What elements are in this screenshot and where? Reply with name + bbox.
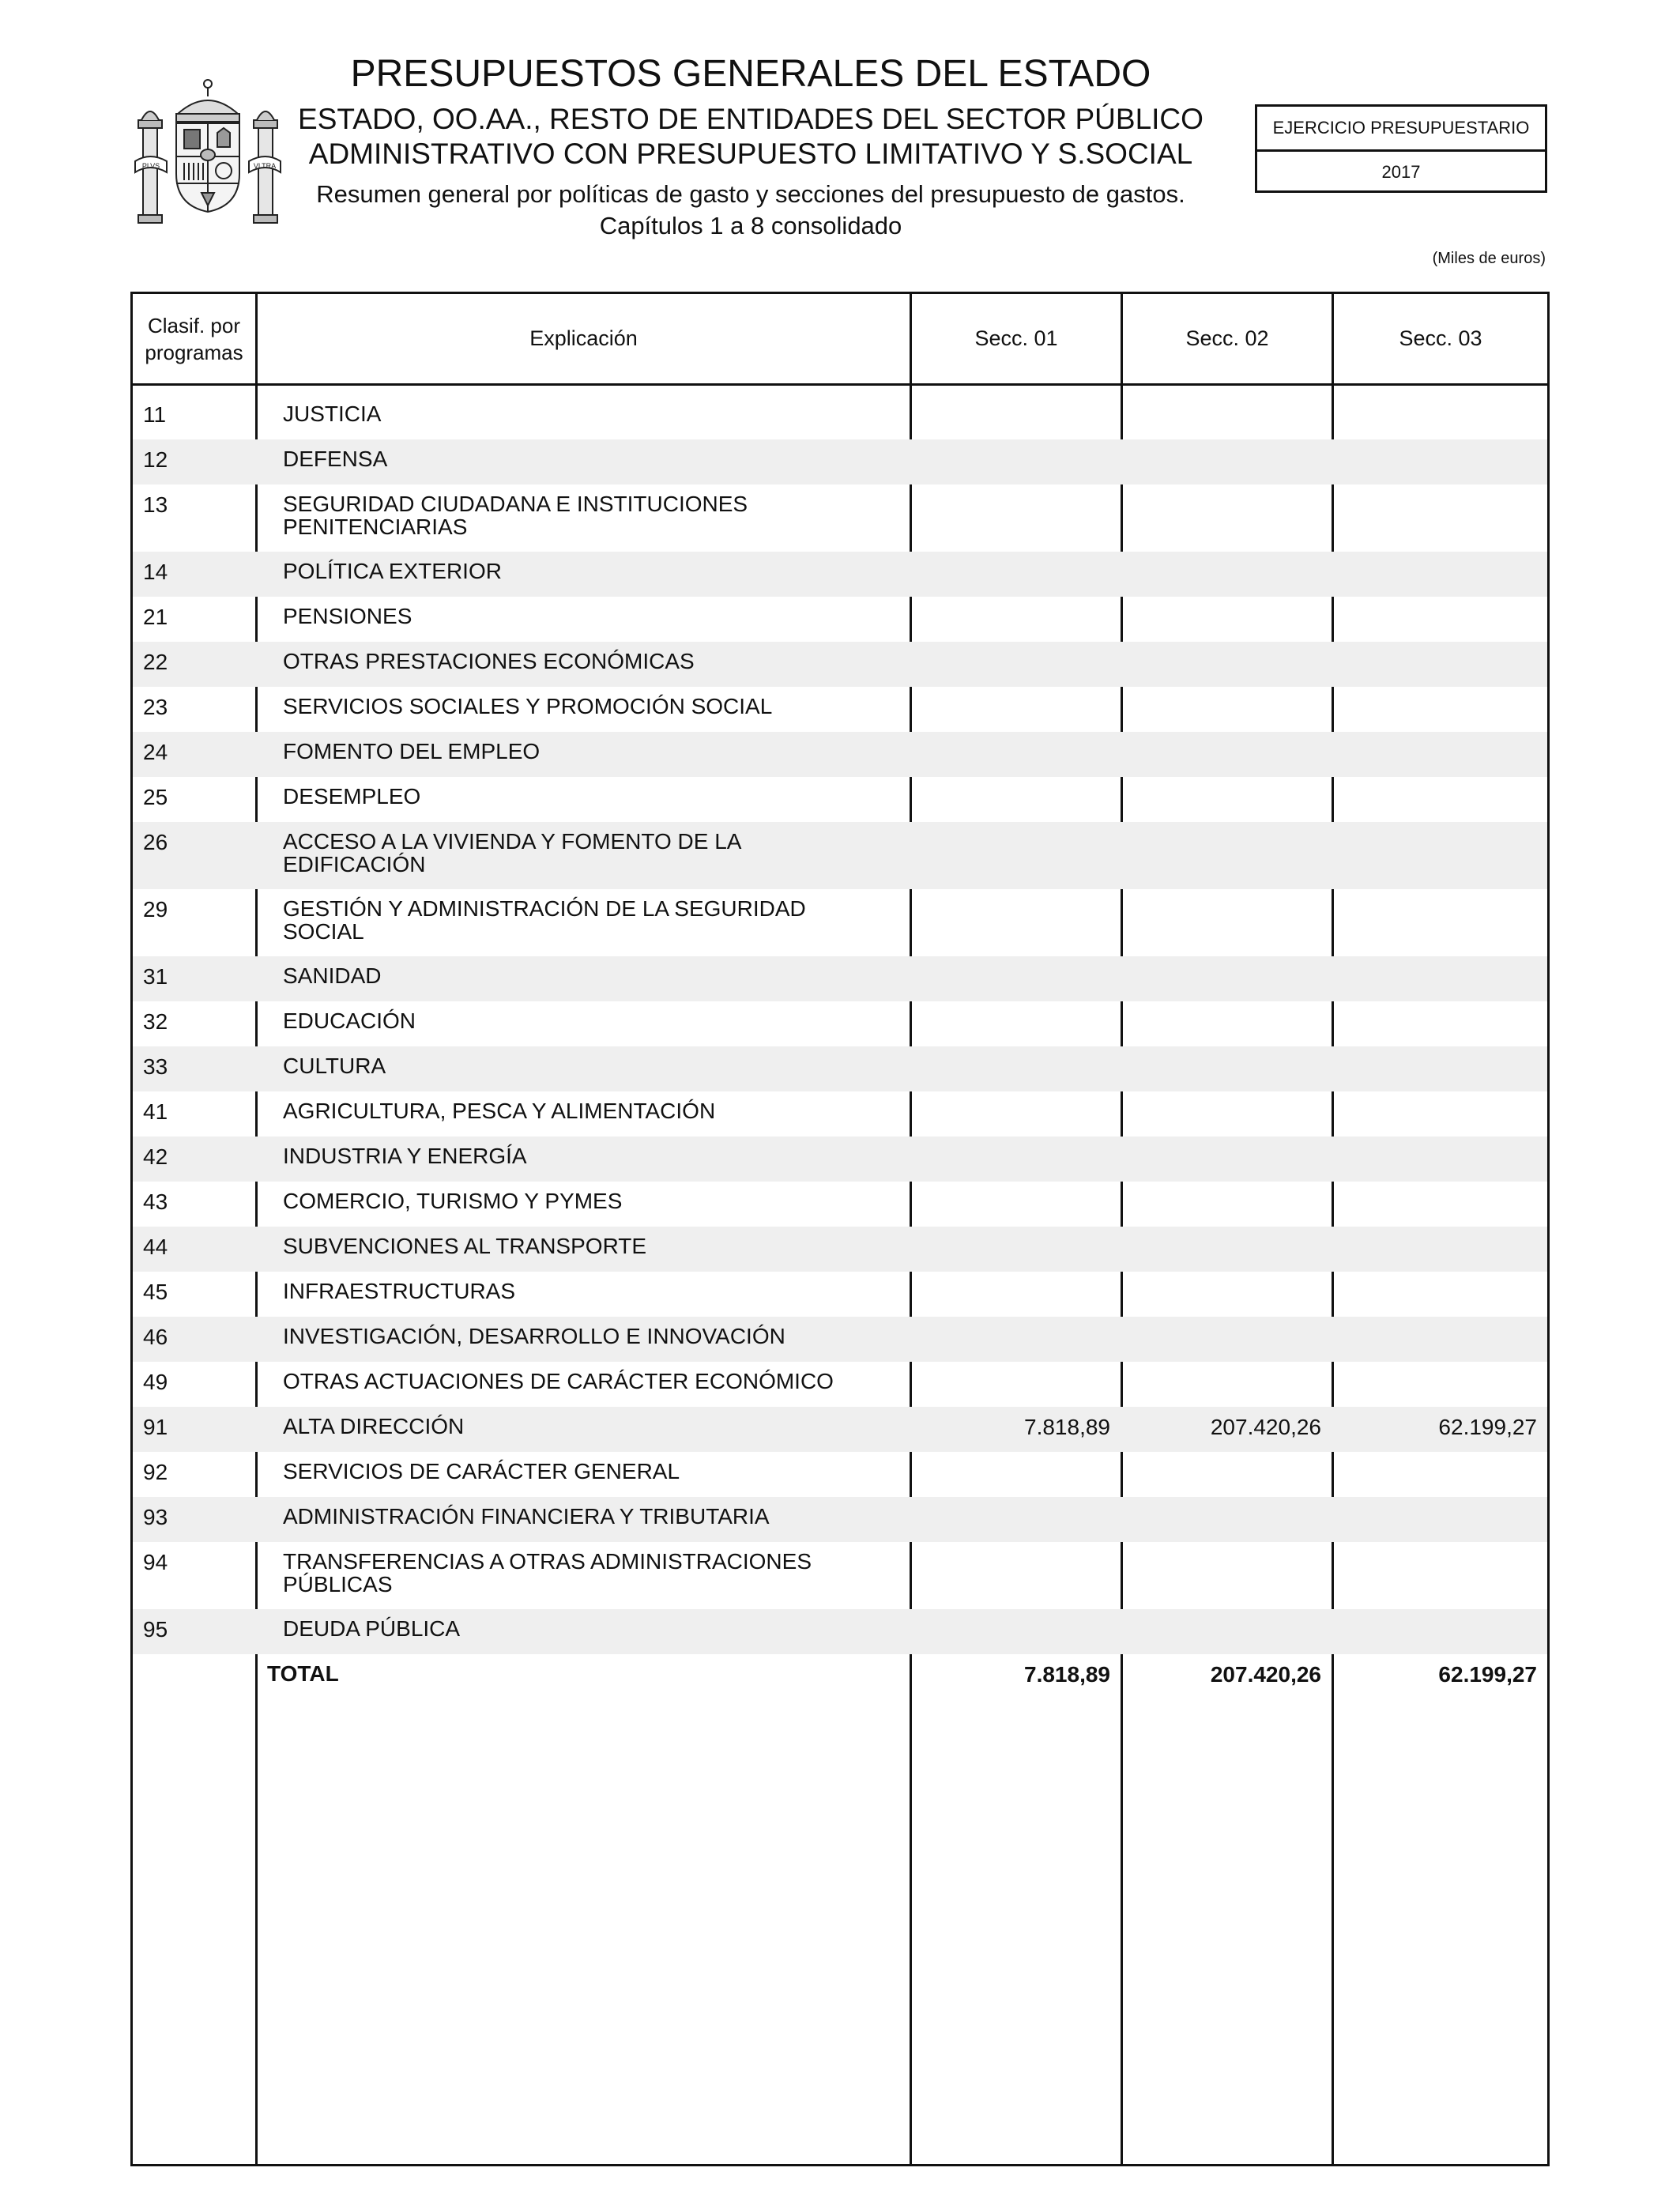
budget-year-label: EJERCICIO PRESUPUESTARIO (1257, 107, 1545, 152)
row-label: AGRICULTURA, PESCA Y ALIMENTACIÓN (283, 1099, 716, 1123)
table-row (133, 687, 1547, 732)
table-body (133, 394, 1547, 1699)
row-label: SERVICIOS SOCIALES Y PROMOCIÓN SOCIAL (283, 694, 773, 718)
units-note: (Miles de euros) (1432, 250, 1546, 267)
table-row (133, 1001, 1547, 1046)
column-header-secc-03: Secc. 03 (1399, 326, 1482, 350)
column-header-clasif: Clasif. por programas (145, 313, 243, 364)
row-label: COMERCIO, TURISMO Y PYMES (283, 1189, 623, 1213)
row-label: TRANSFERENCIAS A OTRAS ADMINISTRACIONES PÚBLICAS (283, 1549, 812, 1596)
row-code: 49 (143, 1370, 168, 1394)
table-row (133, 1091, 1547, 1137)
row-code: 41 (143, 1099, 168, 1124)
document-title: PRESUPUESTOS GENERALES DEL ESTADO (350, 53, 1151, 95)
column-header-explicacion: Explicación (529, 326, 638, 350)
total-secc-01: 7.818,89 (1024, 1662, 1110, 1687)
table-row (133, 642, 1547, 687)
table-row (133, 732, 1547, 777)
row-code: 25 (143, 785, 168, 809)
total-label: TOTAL (267, 1661, 339, 1686)
row-label: DEFENSA (283, 447, 388, 471)
row-label: ADMINISTRACIÓN FINANCIERA Y TRIBUTARIA (283, 1504, 770, 1529)
row-label: OTRAS PRESTACIONES ECONÓMICAS (283, 649, 695, 673)
table-row (133, 394, 1547, 439)
row-code: 91 (143, 1415, 168, 1439)
row-code: 33 (143, 1054, 168, 1079)
table-row (133, 822, 1547, 889)
budget-year-box (1255, 104, 1547, 193)
table-row (133, 439, 1547, 484)
row-code: 12 (143, 447, 168, 472)
row-label: FOMENTO DEL EMPLEO (283, 739, 541, 763)
subtitle-line-1: Resumen general por políticas de gasto y secciones del presupuesto de gastos. (316, 180, 1185, 208)
table-row (133, 1609, 1547, 1654)
row-code: 43 (143, 1189, 168, 1214)
budget-year-value: 2017 (1381, 162, 1421, 182)
table-row (133, 484, 1547, 552)
svg-text:VLTRA: VLTRA (253, 162, 277, 170)
row-code: 44 (143, 1235, 168, 1259)
row-code: 24 (143, 740, 168, 764)
table-row (133, 1227, 1547, 1272)
table-row (133, 777, 1547, 822)
row-code: 45 (143, 1280, 168, 1304)
row-code: 42 (143, 1144, 168, 1169)
row-code: 21 (143, 605, 168, 629)
subtitle-line-2: Capítulos 1 a 8 consolidado (599, 212, 902, 239)
table-row (133, 597, 1547, 642)
row-label: INDUSTRIA Y ENERGÍA (283, 1144, 527, 1168)
row-code: 29 (143, 897, 168, 922)
row-label: SUBVENCIONES AL TRANSPORTE (283, 1234, 647, 1258)
table-row (133, 956, 1547, 1001)
row-label: SEGURIDAD CIUDADANA E INSTITUCIONES PENITENCIARIAS (283, 492, 748, 539)
header-divider (133, 383, 1547, 386)
row-label: ALTA DIRECCIÓN (283, 1414, 465, 1438)
row-secc-02: 207.420,26 (1210, 1415, 1321, 1439)
total-secc-02: 207.420,26 (1210, 1662, 1321, 1687)
table-row (133, 889, 1547, 956)
table-row (133, 1182, 1547, 1227)
row-code: 14 (143, 560, 168, 584)
row-label: EDUCACIÓN (283, 1008, 416, 1033)
row-secc-01: 7.818,89 (1024, 1415, 1110, 1439)
row-code: 95 (143, 1617, 168, 1642)
row-secc-03: 62.199,27 (1438, 1415, 1537, 1439)
total-row (133, 1654, 1547, 1699)
row-label: GESTIÓN Y ADMINISTRACIÓN DE LA SEGURIDAD SOCIAL (283, 896, 806, 944)
row-label: INFRAESTRUCTURAS (283, 1279, 516, 1303)
row-code: 94 (143, 1550, 168, 1574)
row-label: OTRAS ACTUACIONES DE CARÁCTER ECONÓMICO (283, 1369, 834, 1393)
row-label: INVESTIGACIÓN, DESARROLLO E INNOVACIÓN (283, 1324, 785, 1348)
table-row (133, 1317, 1547, 1362)
scope-line-2: ADMINISTRATIVO CON PRESUPUESTO LIMITATIVO Y S.SOCIAL (308, 138, 1193, 170)
column-header-secc-01: Secc. 01 (974, 326, 1058, 350)
row-code: 13 (143, 492, 168, 517)
table-row (133, 1272, 1547, 1317)
table-row (133, 552, 1547, 597)
scope-line-1: ESTADO, OO.AA., RESTO DE ENTIDADES DEL SECTOR PÚBLICO (298, 103, 1203, 135)
table-row (133, 1542, 1547, 1609)
row-label: SERVICIOS DE CARÁCTER GENERAL (283, 1459, 680, 1483)
row-code: 46 (143, 1325, 168, 1349)
total-secc-03: 62.199,27 (1438, 1662, 1537, 1687)
table-row (133, 1407, 1547, 1452)
row-label: PENSIONES (283, 604, 412, 628)
row-code: 23 (143, 695, 168, 719)
row-label: ACCESO A LA VIVIENDA Y FOMENTO DE LA EDIFICACIÓN (283, 829, 740, 876)
row-label: SANIDAD (283, 963, 382, 988)
table-row (133, 1046, 1547, 1091)
coat-of-arms-icon (129, 73, 287, 231)
table-row (133, 1452, 1547, 1497)
row-label: DEUDA PÚBLICA (283, 1616, 461, 1641)
row-code: 31 (143, 964, 168, 989)
row-code: 92 (143, 1460, 168, 1484)
row-code: 26 (143, 830, 168, 854)
row-label: JUSTICIA (283, 401, 382, 426)
column-header-secc-02: Secc. 02 (1185, 326, 1269, 350)
table-row (133, 1137, 1547, 1182)
row-code: 22 (143, 650, 168, 674)
row-label: POLÍTICA EXTERIOR (283, 559, 502, 583)
svg-text:PLVS: PLVS (141, 162, 160, 170)
row-code: 11 (143, 402, 167, 427)
row-label: DESEMPLEO (283, 784, 421, 809)
row-code: 93 (143, 1505, 168, 1529)
budget-table (130, 292, 1550, 2166)
table-row (133, 1497, 1547, 1542)
row-label: CULTURA (283, 1054, 386, 1078)
row-code: 32 (143, 1009, 168, 1034)
table-row (133, 1362, 1547, 1407)
